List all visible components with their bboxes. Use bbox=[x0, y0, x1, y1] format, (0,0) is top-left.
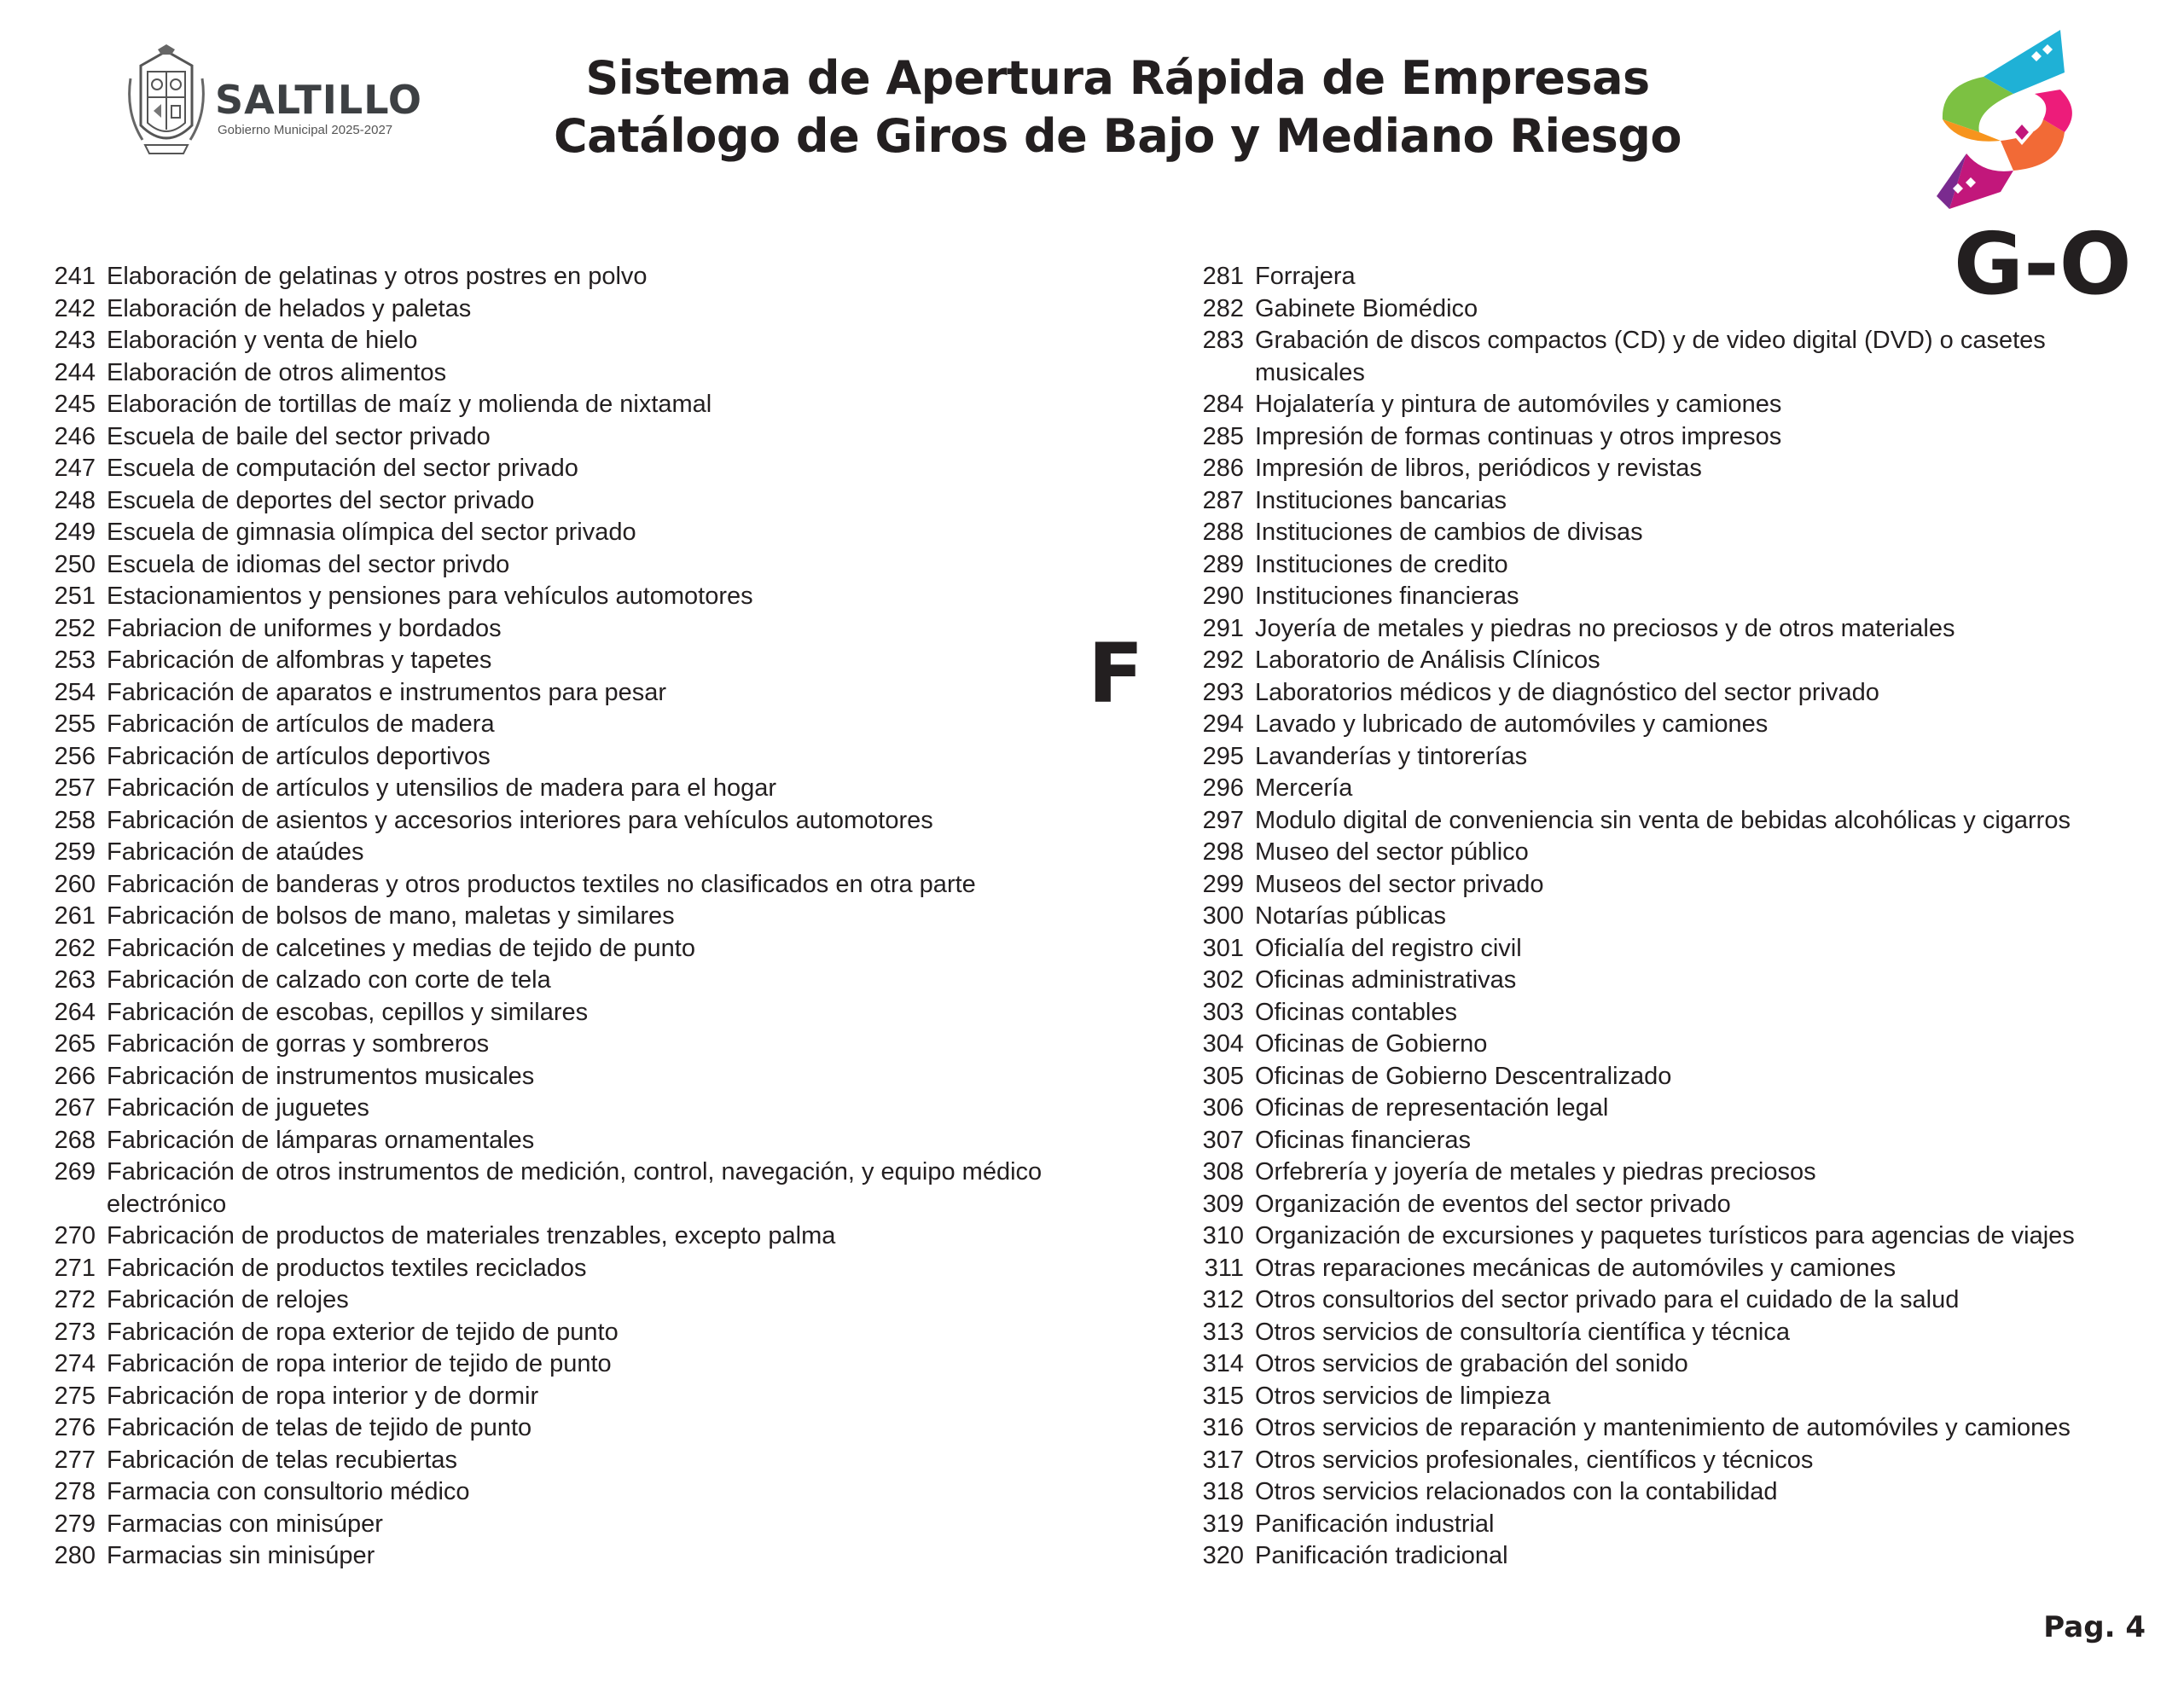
item-number: 311 bbox=[1204, 1254, 1244, 1282]
item-text: Elaboración de helados y paletas bbox=[107, 294, 472, 322]
list-item bbox=[47, 1157, 1165, 1220]
item-number: 319 bbox=[1202, 1510, 1244, 1538]
item-number: 256 bbox=[54, 742, 96, 770]
list-item bbox=[1186, 1189, 2150, 1221]
item-text: Escuela de gimnasia olímpica del sector privado bbox=[107, 519, 636, 546]
item-number: 250 bbox=[54, 550, 96, 578]
item-number: 305 bbox=[1202, 1062, 1244, 1090]
item-number: 265 bbox=[54, 1030, 96, 1058]
list-item bbox=[47, 933, 1165, 965]
list-item bbox=[47, 837, 1165, 869]
list-item bbox=[1186, 1061, 2150, 1093]
item-number: 295 bbox=[1202, 742, 1244, 770]
list-item bbox=[1186, 1476, 2150, 1509]
item-text: Orfebrería y joyería de metales y piedras preciosos bbox=[1255, 1158, 1816, 1186]
list-item bbox=[1186, 773, 2150, 805]
item-number: 314 bbox=[1202, 1350, 1244, 1377]
item-text: Fabricación de ropa interior y de dormir bbox=[107, 1382, 539, 1410]
list-item bbox=[47, 389, 1165, 421]
item-text: Farmacia con consultorio médico bbox=[107, 1478, 470, 1505]
list-item bbox=[1186, 261, 2150, 293]
item-text: Lavado y lubricado de automóviles y camiones bbox=[1255, 710, 1769, 738]
item-number: 301 bbox=[1202, 934, 1244, 962]
list-item bbox=[1186, 581, 2150, 613]
list-item bbox=[47, 517, 1165, 549]
item-text: Otros servicios de reparación y mantenimiento de automóviles y camiones bbox=[1255, 1414, 2071, 1441]
list-item bbox=[1186, 1317, 2150, 1349]
list-item bbox=[1186, 901, 2150, 933]
item-text: Fabricación de ropa interior de tejido de punto bbox=[107, 1350, 612, 1377]
item-text: Fabricación de productos textiles reciclados bbox=[107, 1254, 587, 1282]
item-number: 247 bbox=[54, 455, 96, 482]
list-item bbox=[1186, 1029, 2150, 1061]
list-item bbox=[1186, 293, 2150, 326]
item-text: Impresión de libros, periódicos y revistas bbox=[1255, 455, 1702, 482]
item-number: 243 bbox=[54, 327, 96, 354]
item-text: Fabricación de telas recubiertas bbox=[107, 1446, 458, 1474]
list-item bbox=[1186, 1220, 2150, 1253]
item-number: 254 bbox=[54, 678, 96, 706]
saltillo-s-emblem-icon bbox=[1932, 26, 2077, 213]
item-text: Instituciones financieras bbox=[1255, 583, 1519, 610]
list-item bbox=[1186, 805, 2150, 838]
item-number: 274 bbox=[54, 1350, 96, 1377]
item-text: Instituciones de cambios de divisas bbox=[1255, 519, 1643, 546]
item-text: Instituciones bancarias bbox=[1255, 486, 1507, 514]
item-number: 299 bbox=[1202, 870, 1244, 898]
item-text: Fabricación de ataúdes bbox=[107, 838, 364, 866]
item-number: 312 bbox=[1202, 1286, 1244, 1313]
item-number: 262 bbox=[54, 934, 96, 962]
page-title bbox=[478, 49, 1757, 165]
list-item bbox=[47, 709, 1165, 741]
list-item bbox=[1186, 421, 2150, 454]
item-text: Escuela de deportes del sector privado bbox=[107, 486, 535, 514]
item-number: 280 bbox=[54, 1542, 96, 1569]
logo-subtitle: Gobierno Municipal 2025-2027 bbox=[218, 123, 393, 137]
list-item bbox=[47, 1348, 1165, 1381]
list-item bbox=[1186, 1445, 2150, 1477]
item-text: Otros servicios relacionados con la contabilidad bbox=[1255, 1478, 1778, 1505]
item-text: Forrajera bbox=[1255, 263, 1356, 290]
item-number: 302 bbox=[1202, 966, 1244, 994]
item-number: 269 bbox=[54, 1158, 96, 1186]
section-letter-f: F bbox=[1088, 626, 1144, 722]
list-item bbox=[1186, 645, 2150, 677]
list-item bbox=[47, 1540, 1165, 1573]
list-item bbox=[47, 1125, 1165, 1157]
item-text: Otros servicios de consultoría científica y técnica bbox=[1255, 1318, 1790, 1346]
item-text: Fabricación de gorras y sombreros bbox=[107, 1030, 490, 1058]
item-text: Farmacias con minisúper bbox=[107, 1510, 383, 1538]
item-text: Fabricación de calcetines y medias de tejido de punto bbox=[107, 934, 695, 962]
item-number: 245 bbox=[54, 391, 96, 418]
title-line-1: Sistema de Apertura Rápida de Empresas bbox=[585, 51, 1650, 105]
list-item bbox=[47, 325, 1165, 357]
item-number: 263 bbox=[54, 966, 96, 994]
item-text: Fabricación de escobas, cepillos y similares bbox=[107, 998, 589, 1026]
item-text: Organización de excursiones y paquetes turísticos para agencias de viajes bbox=[1255, 1222, 2075, 1249]
item-text: Fabricación de calzado con corte de tela bbox=[107, 966, 551, 994]
list-item bbox=[1186, 933, 2150, 965]
coat-of-arms-icon bbox=[124, 44, 209, 159]
item-number: 281 bbox=[1202, 263, 1244, 290]
item-text: Otros servicios de grabación del sonido bbox=[1255, 1350, 1688, 1377]
item-number: 310 bbox=[1202, 1222, 1244, 1249]
item-text: Fabricación de productos de materiales trenzables, excepto palma bbox=[107, 1222, 836, 1249]
item-text: Fabricación de aparatos e instrumentos para pesar bbox=[107, 678, 667, 706]
item-text: Fabricación de telas de tejido de punto bbox=[107, 1414, 532, 1441]
item-text: Instituciones de credito bbox=[1255, 550, 1508, 578]
list-item bbox=[47, 965, 1165, 997]
list-item bbox=[47, 1284, 1165, 1317]
list-item bbox=[1186, 837, 2150, 869]
item-number: 251 bbox=[54, 583, 96, 610]
item-number: 248 bbox=[54, 486, 96, 514]
section-letter-go: G-O bbox=[1954, 214, 2132, 314]
item-text: Farmacias sin minisúper bbox=[107, 1542, 375, 1569]
item-number: 249 bbox=[54, 519, 96, 546]
item-text: Oficinas de Gobierno Descentralizado bbox=[1255, 1062, 1672, 1090]
item-number: 246 bbox=[54, 422, 96, 450]
item-number: 244 bbox=[54, 358, 96, 386]
item-number: 291 bbox=[1202, 614, 1244, 642]
item-text: Otros servicios profesionales, científicos y técnicos bbox=[1255, 1446, 1814, 1474]
item-number: 282 bbox=[1202, 294, 1244, 322]
list-item bbox=[1186, 677, 2150, 710]
item-number: 287 bbox=[1202, 486, 1244, 514]
item-number: 292 bbox=[1202, 646, 1244, 674]
item-text: Elaboración de otros alimentos bbox=[107, 358, 447, 386]
item-number: 279 bbox=[54, 1510, 96, 1538]
item-number: 297 bbox=[1202, 806, 1244, 834]
list-item bbox=[1186, 613, 2150, 646]
list-item bbox=[47, 901, 1165, 933]
item-text: Oficinas contables bbox=[1255, 998, 1457, 1026]
item-number: 258 bbox=[54, 806, 96, 834]
item-text: Fabricación de instrumentos musicales bbox=[107, 1062, 535, 1090]
item-number: 271 bbox=[54, 1254, 96, 1282]
saltillo-logo bbox=[124, 44, 431, 164]
list-item bbox=[47, 677, 1165, 710]
item-text: Fabricación de alfombras y tapetes bbox=[107, 646, 492, 674]
item-number: 309 bbox=[1202, 1190, 1244, 1218]
title-line-2: Catálogo de Giros de Bajo y Mediano Riesgo bbox=[553, 109, 1682, 163]
item-number: 286 bbox=[1202, 455, 1244, 482]
item-number: 308 bbox=[1202, 1158, 1244, 1186]
item-number: 270 bbox=[54, 1222, 96, 1249]
item-number: 293 bbox=[1202, 678, 1244, 706]
item-number: 257 bbox=[54, 774, 96, 802]
list-item bbox=[1186, 389, 2150, 421]
list-item bbox=[47, 1061, 1165, 1093]
item-number: 253 bbox=[54, 646, 96, 674]
item-text: Mercería bbox=[1255, 774, 1353, 802]
list-item bbox=[47, 581, 1165, 613]
list-item bbox=[47, 1093, 1165, 1125]
item-text: Fabricación de artículos de madera bbox=[107, 710, 495, 738]
item-number: 303 bbox=[1202, 998, 1244, 1026]
item-number: 306 bbox=[1202, 1094, 1244, 1122]
item-number: 273 bbox=[54, 1318, 96, 1346]
left-column-list bbox=[47, 261, 1165, 1573]
list-item bbox=[47, 645, 1165, 677]
item-number: 289 bbox=[1202, 550, 1244, 578]
item-number: 316 bbox=[1202, 1414, 1244, 1441]
item-number: 268 bbox=[54, 1126, 96, 1154]
list-item bbox=[47, 357, 1165, 390]
item-number: 266 bbox=[54, 1062, 96, 1090]
item-number: 260 bbox=[54, 870, 96, 898]
item-number: 272 bbox=[54, 1286, 96, 1313]
item-text: Organización de eventos del sector privado bbox=[1255, 1190, 1731, 1218]
item-number: 300 bbox=[1202, 902, 1244, 930]
item-number: 259 bbox=[54, 838, 96, 866]
item-number: 277 bbox=[54, 1446, 96, 1474]
item-text: Fabricación de banderas y otros productos textiles no clasificados en otra parte bbox=[107, 870, 976, 898]
list-item bbox=[47, 261, 1165, 293]
item-number: 313 bbox=[1202, 1318, 1244, 1346]
item-text: Modulo digital de conveniencia sin venta de bebidas alcohólicas y cigarros bbox=[1255, 806, 2071, 834]
list-item bbox=[47, 293, 1165, 326]
list-item bbox=[1186, 1348, 2150, 1381]
list-item bbox=[47, 1317, 1165, 1349]
list-item bbox=[47, 1509, 1165, 1541]
item-text: Fabricación de bolsos de mano, maletas y similares bbox=[107, 902, 675, 930]
list-item bbox=[47, 549, 1165, 582]
item-number: 318 bbox=[1202, 1478, 1244, 1505]
list-item bbox=[47, 805, 1165, 838]
list-item bbox=[1186, 741, 2150, 774]
item-number: 242 bbox=[54, 294, 96, 322]
item-text: Fabricación de otros instrumentos de medición, control, navegación, y equipo médico electrónico bbox=[107, 1158, 1043, 1218]
item-text: Elaboración y venta de hielo bbox=[107, 327, 418, 354]
item-number: 284 bbox=[1202, 391, 1244, 418]
item-text: Estacionamientos y pensiones para vehículos automotores bbox=[107, 583, 753, 610]
list-item bbox=[47, 421, 1165, 454]
item-text: Escuela de computación del sector privado bbox=[107, 455, 578, 482]
list-item bbox=[1186, 1509, 2150, 1541]
list-item bbox=[47, 741, 1165, 774]
item-text: Hojalatería y pintura de automóviles y camiones bbox=[1255, 391, 1782, 418]
item-text: Fabricación de juguetes bbox=[107, 1094, 369, 1122]
list-item bbox=[1186, 965, 2150, 997]
item-text: Fabricación de asientos y accesorios interiores para vehículos automotores bbox=[107, 806, 933, 834]
list-item bbox=[1186, 1284, 2150, 1317]
list-item bbox=[47, 613, 1165, 646]
item-number: 290 bbox=[1202, 583, 1244, 610]
item-text: Escuela de idiomas del sector privdo bbox=[107, 550, 510, 578]
list-item bbox=[1186, 1540, 2150, 1573]
list-item bbox=[1186, 325, 2150, 389]
item-text: Fabricación de lámparas ornamentales bbox=[107, 1126, 535, 1154]
list-item bbox=[1186, 1253, 2150, 1285]
item-text: Lavanderías y tintorerías bbox=[1255, 742, 1528, 770]
list-item bbox=[1186, 517, 2150, 549]
list-item bbox=[47, 485, 1165, 518]
list-item bbox=[1186, 869, 2150, 901]
item-text: Elaboración de gelatinas y otros postres en polvo bbox=[107, 263, 648, 290]
list-item bbox=[1186, 1093, 2150, 1125]
list-item bbox=[47, 1412, 1165, 1445]
item-number: 288 bbox=[1202, 519, 1244, 546]
list-item bbox=[47, 1476, 1165, 1509]
item-number: 296 bbox=[1202, 774, 1244, 802]
list-item bbox=[1186, 1157, 2150, 1189]
item-text: Otros servicios de limpieza bbox=[1255, 1382, 1551, 1410]
page-number: Pag. 4 bbox=[2043, 1610, 2146, 1644]
list-item bbox=[1186, 1381, 2150, 1413]
item-text: Oficinas financieras bbox=[1255, 1126, 1472, 1154]
item-number: 255 bbox=[54, 710, 96, 738]
logo-name: SALTILLO bbox=[215, 77, 423, 123]
list-item bbox=[1186, 709, 2150, 741]
item-text: Oficialía del registro civil bbox=[1255, 934, 1522, 962]
item-number: 294 bbox=[1202, 710, 1244, 738]
item-text: Fabricación de artículos deportivos bbox=[107, 742, 491, 770]
item-number: 307 bbox=[1202, 1126, 1244, 1154]
list-item bbox=[47, 773, 1165, 805]
item-text: Grabación de discos compactos (CD) y de video digital (DVD) o casetes musicales bbox=[1255, 327, 2046, 386]
item-text: Museo del sector público bbox=[1255, 838, 1529, 866]
item-number: 261 bbox=[54, 902, 96, 930]
item-number: 304 bbox=[1202, 1030, 1244, 1058]
item-text: Elaboración de tortillas de maíz y molienda de nixtamal bbox=[107, 391, 712, 418]
item-text: Fabricación de relojes bbox=[107, 1286, 349, 1313]
list-item bbox=[47, 997, 1165, 1029]
item-text: Notarías públicas bbox=[1255, 902, 1447, 930]
item-text: Otras reparaciones mecánicas de automóviles y camiones bbox=[1255, 1254, 1896, 1282]
item-number: 264 bbox=[54, 998, 96, 1026]
item-text: Laboratorios médicos y de diagnóstico del sector privado bbox=[1255, 678, 1879, 706]
list-item bbox=[1186, 1125, 2150, 1157]
item-number: 241 bbox=[54, 263, 96, 290]
list-item bbox=[1186, 997, 2150, 1029]
item-text: Fabriacion de uniformes y bordados bbox=[107, 614, 502, 642]
item-number: 275 bbox=[54, 1382, 96, 1410]
item-text: Otros consultorios del sector privado para el cuidado de la salud bbox=[1255, 1286, 1960, 1313]
item-text: Museos del sector privado bbox=[1255, 870, 1544, 898]
item-text: Impresión de formas continuas y otros impresos bbox=[1255, 422, 1782, 450]
item-number: 252 bbox=[54, 614, 96, 642]
item-text: Laboratorio de Análisis Clínicos bbox=[1255, 646, 1600, 674]
list-item bbox=[47, 1220, 1165, 1253]
list-item bbox=[47, 1381, 1165, 1413]
list-item bbox=[47, 1445, 1165, 1477]
item-text: Fabricación de ropa exterior de tejido de punto bbox=[107, 1318, 619, 1346]
item-number: 320 bbox=[1202, 1542, 1244, 1569]
list-item bbox=[1186, 453, 2150, 485]
list-item bbox=[1186, 549, 2150, 582]
item-text: Joyería de metales y piedras no preciosos y de otros materiales bbox=[1255, 614, 1955, 642]
item-text: Panificación tradicional bbox=[1255, 1542, 1508, 1569]
list-item bbox=[1186, 1412, 2150, 1445]
item-text: Gabinete Biomédico bbox=[1255, 294, 1478, 322]
item-text: Oficinas de representación legal bbox=[1255, 1094, 1609, 1122]
list-item bbox=[47, 1029, 1165, 1061]
right-column-list bbox=[1186, 261, 2150, 1573]
item-number: 267 bbox=[54, 1094, 96, 1122]
item-number: 276 bbox=[54, 1414, 96, 1441]
item-number: 317 bbox=[1202, 1446, 1244, 1474]
item-number: 283 bbox=[1202, 327, 1244, 354]
item-text: Panificación industrial bbox=[1255, 1510, 1495, 1538]
item-text: Escuela de baile del sector privado bbox=[107, 422, 491, 450]
item-number: 278 bbox=[54, 1478, 96, 1505]
item-text: Fabricación de artículos y utensilios de madera para el hogar bbox=[107, 774, 777, 802]
list-item bbox=[47, 869, 1165, 901]
list-item bbox=[47, 1253, 1165, 1285]
list-item bbox=[1186, 485, 2150, 518]
item-number: 315 bbox=[1202, 1382, 1244, 1410]
item-text: Oficinas de Gobierno bbox=[1255, 1030, 1488, 1058]
item-text: Oficinas administrativas bbox=[1255, 966, 1517, 994]
list-item bbox=[47, 453, 1165, 485]
item-number: 298 bbox=[1202, 838, 1244, 866]
item-number: 285 bbox=[1202, 422, 1244, 450]
